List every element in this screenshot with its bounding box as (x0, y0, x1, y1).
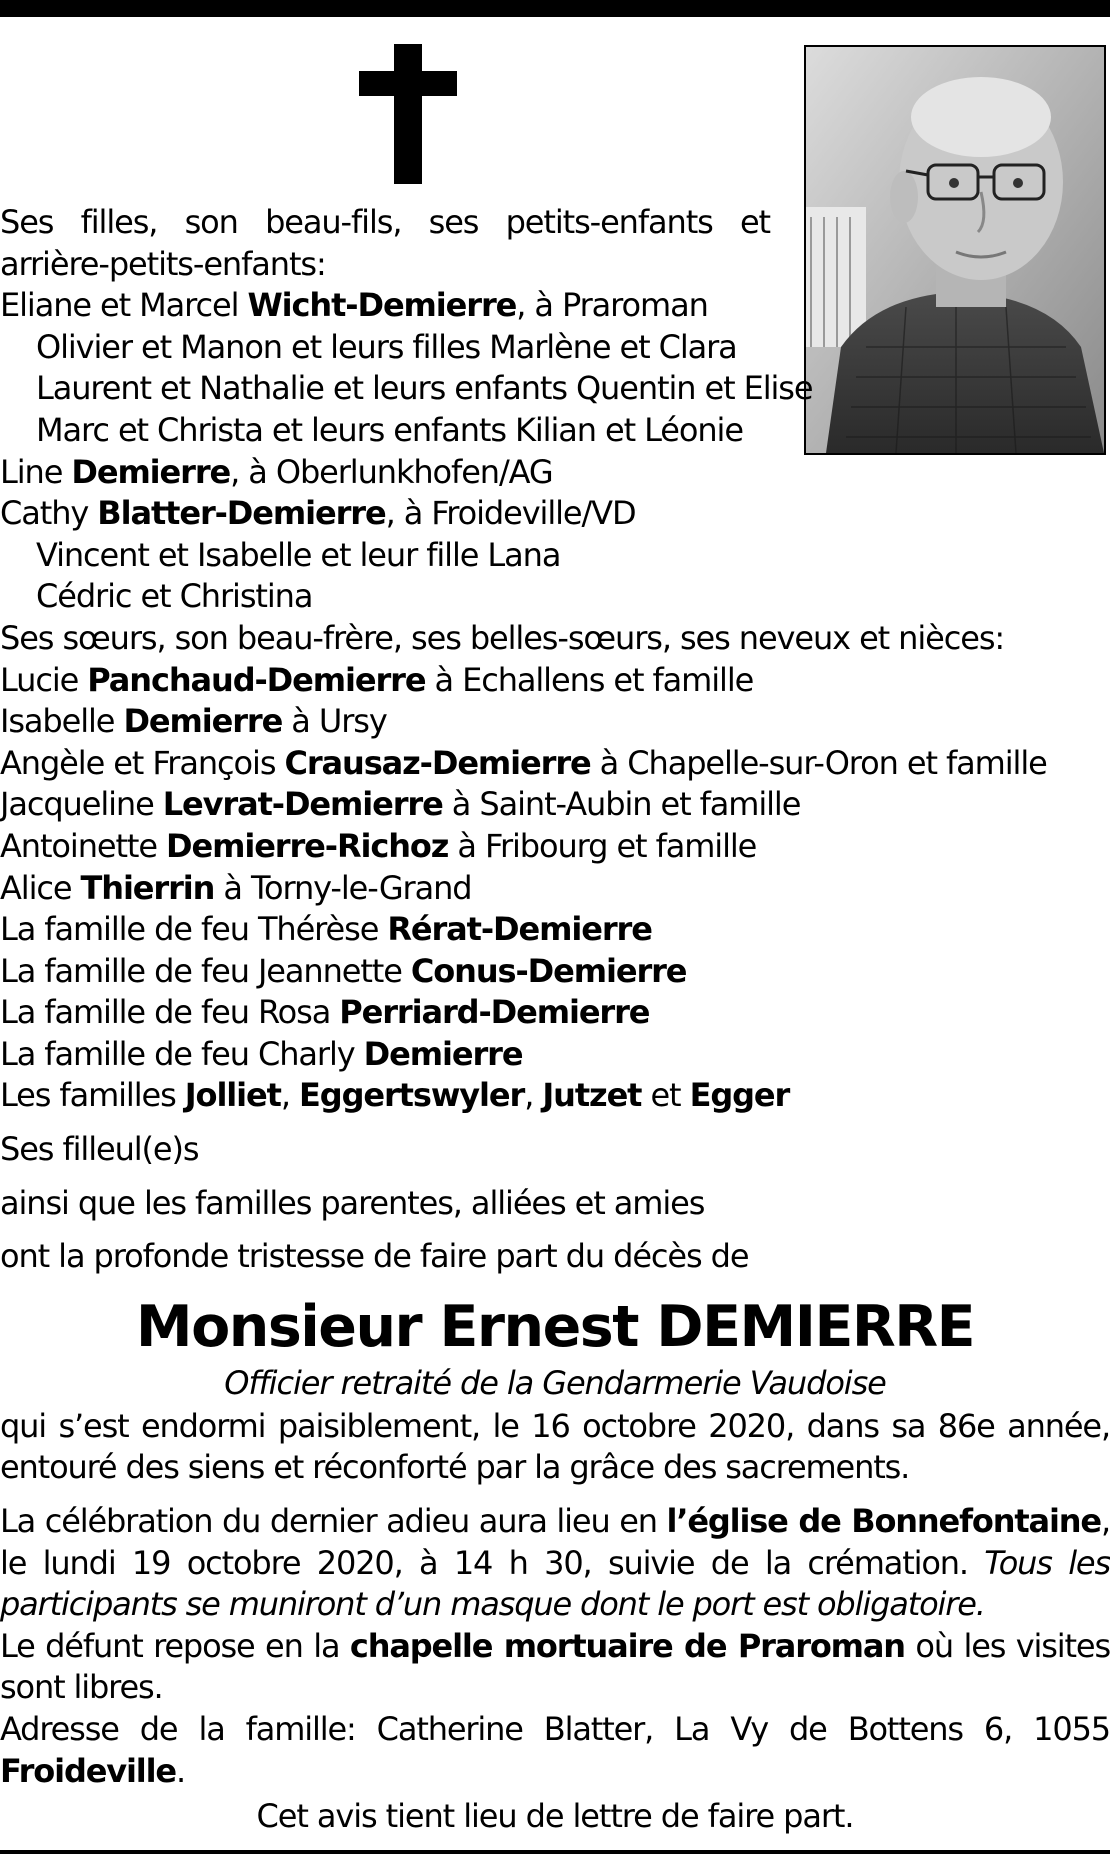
family-line: Olivier et Manon et leurs filles Marlène et Clara (36, 327, 737, 366)
sibling-line: La famille de feu Jeannette Conus-Demierre (0, 951, 687, 990)
family-line: Line Demierre, à Oberlunkhofen/AG (0, 452, 553, 491)
death-line: entouré des siens et réconforté par la grâce des sacrements. (0, 1448, 910, 1487)
sibling-line: Lucie Panchaud-Demierre à Echallens et famille (0, 660, 754, 699)
deceased-title: Officier retraité de la Gendarmerie Vaudoise (224, 1363, 886, 1402)
family-line: Eliane et Marcel Wicht-Demierre, à Praroman (0, 286, 708, 325)
sibling-line: Alice Thierrin à Torny-le-Grand (0, 868, 472, 907)
family-line: Marc et Christa et leurs enfants Kilian et Léonie (36, 410, 743, 449)
address-line: Adresse de la famille: Catherine Blatter, La Vy de Bottens 6, 1055 Froideville. (0, 1710, 1110, 1790)
sibling-line: Jacqueline Levrat-Demierre à Saint-Aubin et famille (0, 785, 801, 824)
sibling-line: La famille de feu Rosa Perriard-Demierre (0, 993, 650, 1032)
rest-paragraph: Le défunt repose en la chapelle mortuaire de Praroman où les visites sont libres. (0, 1626, 1110, 1707)
sibling-line: Isabelle Demierre à Ursy (0, 702, 387, 741)
deceased-name: Monsieur Ernest DEMIERRE (135, 1293, 975, 1360)
family-line: Cédric et Christina (36, 577, 313, 616)
families-line: Les familles Jolliet, Eggertswyler, Jutzet et Egger (0, 1076, 790, 1115)
closing-line: Cet avis tient lieu de lettre de faire part. (256, 1797, 854, 1836)
top-border (0, 0, 1110, 17)
sibling-line: La famille de feu Charly Demierre (0, 1034, 523, 1073)
siblings-intro: Ses sœurs, son beau-frère, ses belles-sœurs, ses neveux et nièces: (0, 618, 1005, 657)
cross-icon (359, 44, 457, 184)
intro-line: Ses filles, son beau-fils, ses petits-enfants et (0, 203, 770, 241)
announce-line: ont la profonde tristesse de faire part du décès de (0, 1237, 749, 1276)
intro-line: arrière-petits-enfants: (0, 244, 326, 283)
family-line: Laurent et Nathalie et leurs enfants Quentin et Elise (36, 369, 813, 408)
bottom-border (0, 1850, 1110, 1854)
allies-line: ainsi que les familles parentes, alliées et amies (0, 1183, 705, 1222)
godchildren-line: Ses filleul(e)s (0, 1130, 199, 1169)
family-line: Cathy Blatter-Demierre, à Froideville/VD (0, 494, 636, 533)
death-line: qui s’est endormi paisiblement, le 16 octobre 2020, dans sa 86e année, (0, 1406, 1110, 1445)
obituary-text (0, 202, 1110, 1838)
sibling-line: Antoinette Demierre-Richoz à Fribourg et famille (0, 826, 757, 865)
sibling-line: Angèle et François Crausaz-Demierre à Chapelle-sur-Oron et famille (0, 743, 1047, 782)
ceremony-paragraph: La célébration du dernier adieu aura lieu en l’église de Bonnefontaine, le lundi 19 octobre 2020, à 14 h 30, suivie de la crémation. Tous les participants se muniront d’un masque dont le port est obligatoire. (0, 1502, 1110, 1624)
family-line: Vincent et Isabelle et leur fille Lana (36, 535, 561, 574)
sibling-line: La famille de feu Thérèse Rérat-Demierre (0, 910, 652, 949)
